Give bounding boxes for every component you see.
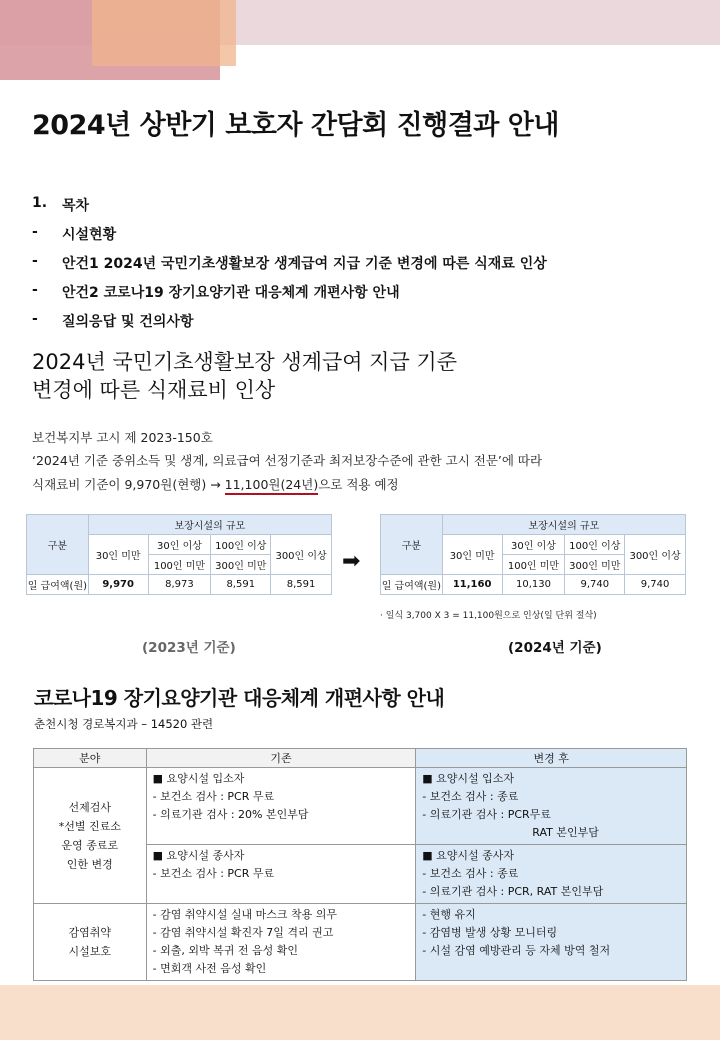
cost-table-2024 xyxy=(380,514,686,595)
toc-heading: 1. 목차 xyxy=(32,195,90,214)
table-header-field: 분야 xyxy=(34,749,147,768)
cost-table-2023 xyxy=(26,514,332,595)
after-cell: - 현행 유지 - 감염병 발생 상황 모니터링 - 시설 감염 예방관리 등 자체 방역 철저 xyxy=(416,904,687,981)
header-decoration-peach-block xyxy=(92,0,236,66)
table-header-cell: 300인 이상 xyxy=(271,535,332,575)
notice-line: 식재료비 기준이 9,970원(현행) → 11,100원(24년)으로 적용 예정 xyxy=(32,475,399,493)
table-cell: 11,160 xyxy=(442,575,502,595)
table-row-label: 일 급여액(원) xyxy=(27,575,89,595)
page-title: 2024년 상반기 보호자 간담회 진행결과 안내 xyxy=(32,110,559,141)
table-header-cell: 100인 미만 xyxy=(502,555,565,575)
new-cost-highlight: 11,100원(24년) xyxy=(225,477,319,495)
table-header-cell: 30인 미만 xyxy=(88,535,148,575)
before-cell: ■ 요양시설 입소자 - 보건소 검사 : PCR 무료 - 의료기관 검사 : 20% 본인부담 xyxy=(146,768,416,845)
notice-line: 보건복지부 고시 제 2023-150호 xyxy=(32,430,213,445)
table-header-cell: 30인 미만 xyxy=(442,535,502,575)
table-header-cell: 300인 미만 xyxy=(565,555,625,575)
table-header-cell: 100인 이상 xyxy=(211,535,271,555)
table-header-cell: 100인 이상 xyxy=(565,535,625,555)
table-cell: 8,591 xyxy=(211,575,271,595)
basis-label-2023: (2023년 기준) xyxy=(142,640,236,656)
arrow-right-icon: ➡ xyxy=(342,549,361,574)
before-cell: - 감염 취약시설 실내 마스크 착용 의무 - 감염 취약시설 확진자 7일 격리 권고 - 외출, 외박 복귀 전 음성 확인 - 면회객 사전 음성 확인 xyxy=(146,904,416,981)
section2-title: 코로나19 장기요양기관 대응체계 개편사항 안내 xyxy=(34,686,445,710)
before-cell: ■ 요양시설 종사자 - 보건소 검사 : PCR 무료 xyxy=(146,845,416,904)
covid-change-table xyxy=(33,748,687,981)
table-cell: 9,970 xyxy=(88,575,148,595)
footer-decoration-band xyxy=(0,985,720,1040)
section1-title: 2024년 국민기초생활보장 생계급여 지급 기준 변경에 따른 식재료비 인상 xyxy=(32,350,458,402)
after-cell: ■ 요양시설 종사자 - 보건소 검사 : 종료 - 의료기관 검사 : PCR, RAT 본인부담 xyxy=(416,845,687,904)
toc-item: - 질의응답 및 건의사항 xyxy=(32,311,194,330)
table-cell: 8,973 xyxy=(148,575,211,595)
table-cell: 10,130 xyxy=(502,575,565,595)
field-cell-vulnerable-facility: 감염취약 시설보호 xyxy=(34,904,147,981)
cost-footnote: · 일식 3,700 X 3 = 11,100원으로 인상(일 단위 절삭) xyxy=(380,611,597,621)
toc-item: - 시설현황 xyxy=(32,224,117,243)
notice-line: ‘2024년 기준 중위소득 및 생계, 의료급여 선정기준과 최저보장수준에 관한 고시 전문’에 따라 xyxy=(32,453,543,468)
table-header-cell: 30인 이상 xyxy=(502,535,565,555)
table-header-group: 구분 xyxy=(381,515,443,575)
basis-label-2024: (2024년 기준) xyxy=(508,640,602,656)
table-cell: 9,740 xyxy=(565,575,625,595)
table-cell: 9,740 xyxy=(625,575,686,595)
table-header-before: 기존 xyxy=(146,749,416,768)
table-header-scale: 보장시설의 규모 xyxy=(442,515,685,535)
table-header-cell: 30인 이상 xyxy=(148,535,211,555)
toc-item: - 안건2 코로나19 장기요양기관 대응체계 개편사항 안내 xyxy=(32,282,400,301)
field-cell-preemptive-test: 선제검사 *선별 진료소 운영 종료로 인한 변경 xyxy=(34,768,147,904)
table-header-group: 구분 xyxy=(27,515,89,575)
table-header-scale: 보장시설의 규모 xyxy=(88,515,331,535)
table-header-cell: 300인 미만 xyxy=(211,555,271,575)
table-cell: 8,591 xyxy=(271,575,332,595)
table-row-label: 일 급여액(원) xyxy=(381,575,443,595)
table-header-cell: 100인 미만 xyxy=(148,555,211,575)
table-header-after: 변경 후 xyxy=(416,749,687,768)
section2-subtitle: 춘천시청 경로복지과 – 14520 관련 xyxy=(34,717,214,731)
after-cell: ■ 요양시설 입소자 - 보건소 검사 : 종료 - 의료기관 검사 : PCR무료 RAT 본인부담 xyxy=(416,768,687,845)
table-header-cell: 300인 이상 xyxy=(625,535,686,575)
toc-item: - 안건1 2024년 국민기초생활보장 생계급여 지급 기준 변경에 따른 식재료 인상 xyxy=(32,253,547,272)
